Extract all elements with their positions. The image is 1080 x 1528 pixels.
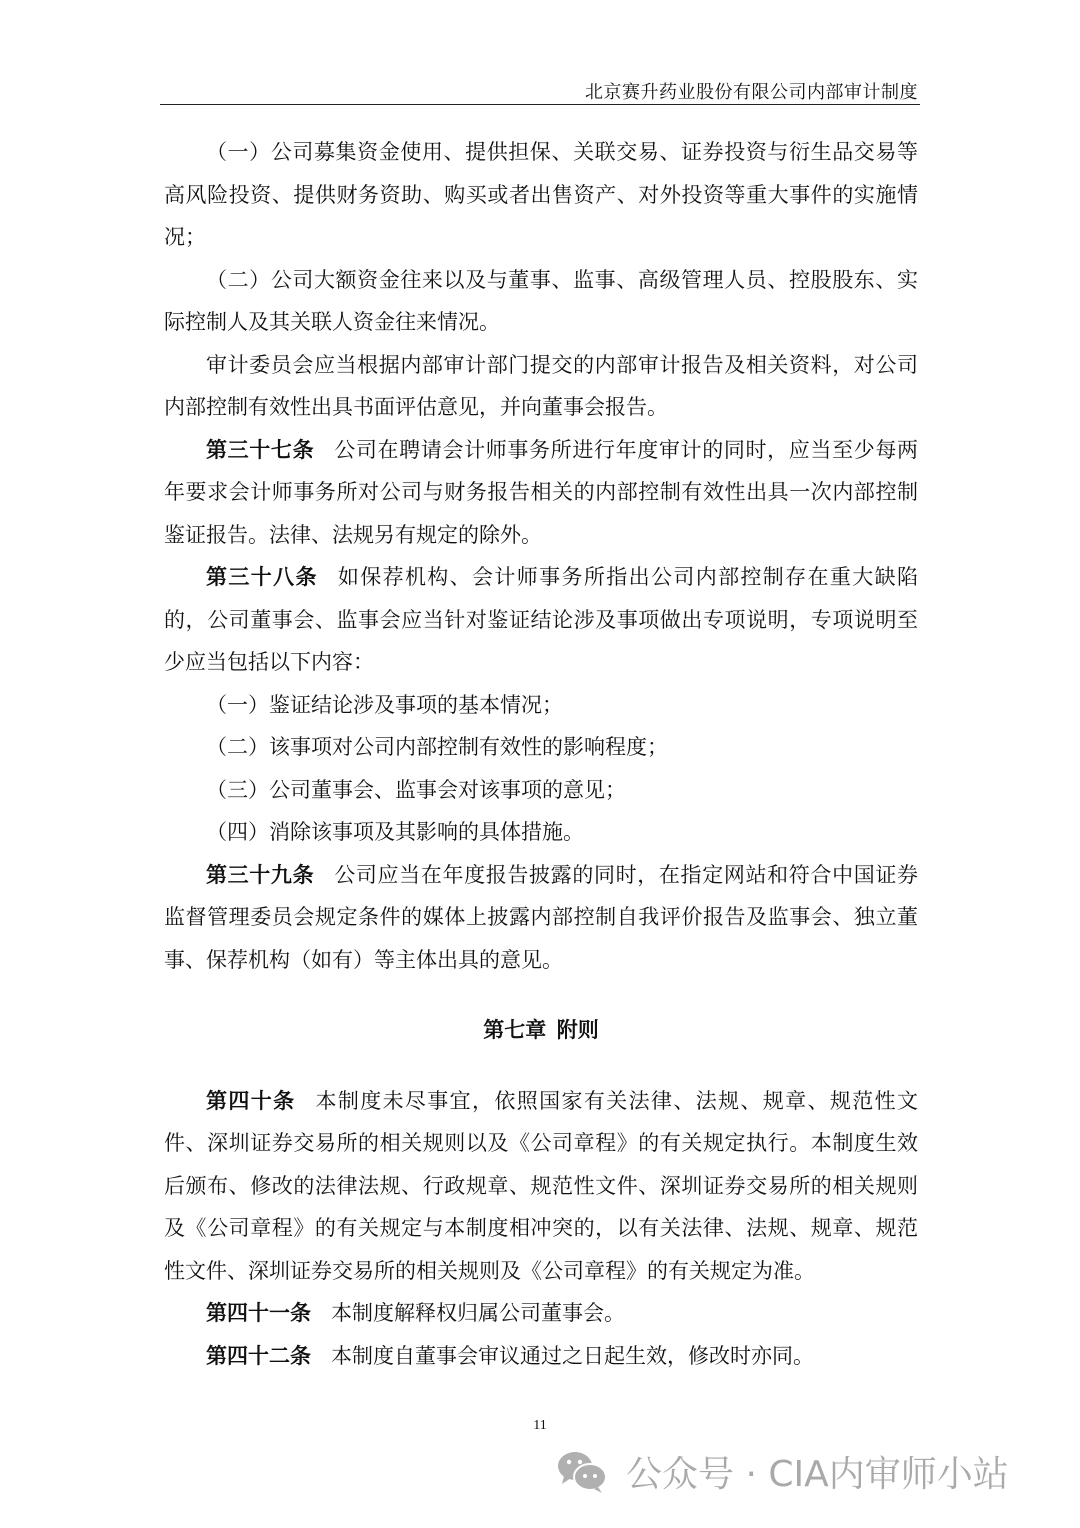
article-number: 第四十条 — [206, 1088, 296, 1113]
article-number: 第三十七条 — [206, 437, 315, 462]
article-text: 公司应当在年度报告披露的同时，在指定网站和符合中国证券监督管理委员会规定条件的媒体上披露内部控制自我评价报告及监事会、独立董事、保荐机构（如有）等主体出具的意见。 — [164, 862, 919, 972]
article-39 — [164, 854, 918, 982]
list-item: （三）公司董事会、监事会对该事项的意见； — [206, 777, 626, 802]
paragraph: （一）公司募集资金使用、提供担保、关联交易、证券投资与衍生品交易等高风险投资、提供财务资助、购买或者出售资产、对外投资等重大事件的实施情况； — [164, 140, 918, 249]
article-text: 公司在聘请会计师事务所进行年度审计的同时，应当至少每两年要求会计师事务所对公司与财务报告相关的内部控制有效性出具一次内部控制鉴证报告。法律、法规另有规定的除外。 — [164, 437, 919, 547]
article-41 — [164, 1292, 918, 1335]
page-header — [160, 76, 920, 105]
article-37 — [164, 429, 918, 557]
article-40 — [164, 1080, 918, 1293]
article-number: 第三十九条 — [206, 862, 315, 887]
article-text: 如保荐机构、会计师事务所指出公司内部控制存在重大缺陷的，公司董事会、监事会应当针对鉴证结论涉及事项做出专项说明，专项说明至少应当包括以下内容： — [164, 565, 919, 674]
page-number: 11 — [533, 1418, 547, 1433]
watermark-text: 公众号 · CIA内审师小站 — [626, 1453, 1009, 1495]
wechat-icon — [556, 1449, 608, 1493]
article-number: 第四十一条 — [206, 1301, 311, 1325]
article-42 — [164, 1335, 918, 1378]
document-body — [164, 131, 918, 1377]
list-item: （一）鉴证结论涉及事项的基本情况； — [206, 692, 563, 717]
article-text: 本制度未尽事宜，依照国家有关法律、法规、规章、规范性文件、深圳证券交易所的相关规则以及《公司章程》的有关规定执行。本制度生效后颁布、修改的法律法规、行政规章、规范性文件、深圳证券交易所的相关规则及《公司章程》的有关规定与本制度相冲突的，以有关法律、法规、规章、规范性文件、深圳证券交易所的相关规则及《公司章程》的有关规定为准。 — [164, 1088, 918, 1283]
watermark — [556, 1446, 1009, 1496]
list-item: （二）该事项对公司内部控制有效性的影响程度； — [206, 735, 668, 759]
article-number: 第四十二条 — [206, 1343, 311, 1368]
article-text: 本制度自董事会审议通过之日起生效，修改时亦同。 — [331, 1343, 814, 1368]
article-38 — [164, 556, 918, 684]
list-item: （四）消除该事项及其影响的具体措施。 — [206, 820, 584, 844]
paragraph: 审计委员会应当根据内部审计部门提交的内部审计报告及相关资料，对公司内部控制有效性出具书面评估意见，并向董事会报告。 — [164, 352, 918, 419]
paragraph: （二）公司大额资金往来以及与董事、监事、高级管理人员、控股股东、实际控制人及其关联人资金往来情况。 — [164, 267, 918, 334]
header-title: 北京赛升药业股份有限公司内部审计制度 — [585, 82, 918, 102]
chapter-title: 第七章 附则 — [483, 1018, 599, 1042]
article-number: 第三十八条 — [206, 565, 318, 589]
article-text: 本制度解释权归属公司董事会。 — [331, 1301, 625, 1325]
